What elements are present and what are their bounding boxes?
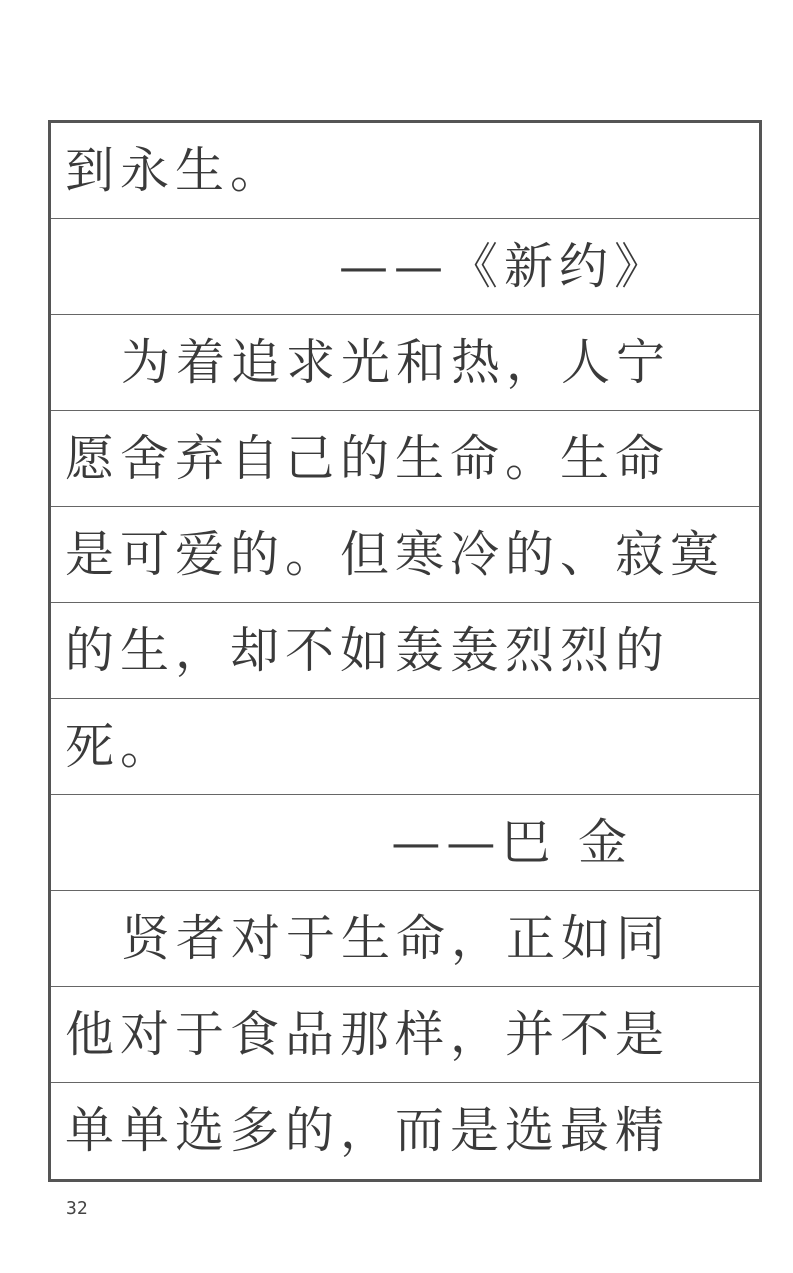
line-row-10: [51, 987, 759, 1083]
attribution-text: ——《新约》: [338, 238, 669, 295]
line-row-4: [51, 411, 759, 507]
attribution-text: ——巴 金: [391, 814, 633, 871]
line-row-9: [51, 891, 759, 987]
line-row-5: [51, 507, 759, 603]
line-row-3: [51, 315, 759, 411]
line-row-2: [51, 219, 759, 315]
line-text: 愿舍弃自己的生命。生命: [65, 430, 671, 487]
line-text: 贤者对于生命，正如同: [121, 910, 672, 967]
line-text: 是可爱的。但寒冷的、寂寞: [65, 526, 726, 583]
copybook-frame: [48, 120, 762, 1182]
line-text: 他对于食品那样，并不是: [65, 1006, 671, 1063]
line-text: 单单选多的，而是选最精: [65, 1102, 671, 1159]
line-row-7: [51, 699, 759, 795]
line-text: 到永生。: [65, 142, 286, 199]
line-row-6: [51, 603, 759, 699]
line-text: 死。: [65, 718, 176, 775]
line-row-1: [51, 123, 759, 219]
page-number: 32: [66, 1198, 88, 1219]
line-text: 为着追求光和热，人宁: [121, 334, 672, 391]
line-row-8: [51, 795, 759, 891]
line-row-11: [51, 1083, 759, 1179]
line-text: 的生，却不如轰轰烈烈的: [65, 622, 671, 679]
